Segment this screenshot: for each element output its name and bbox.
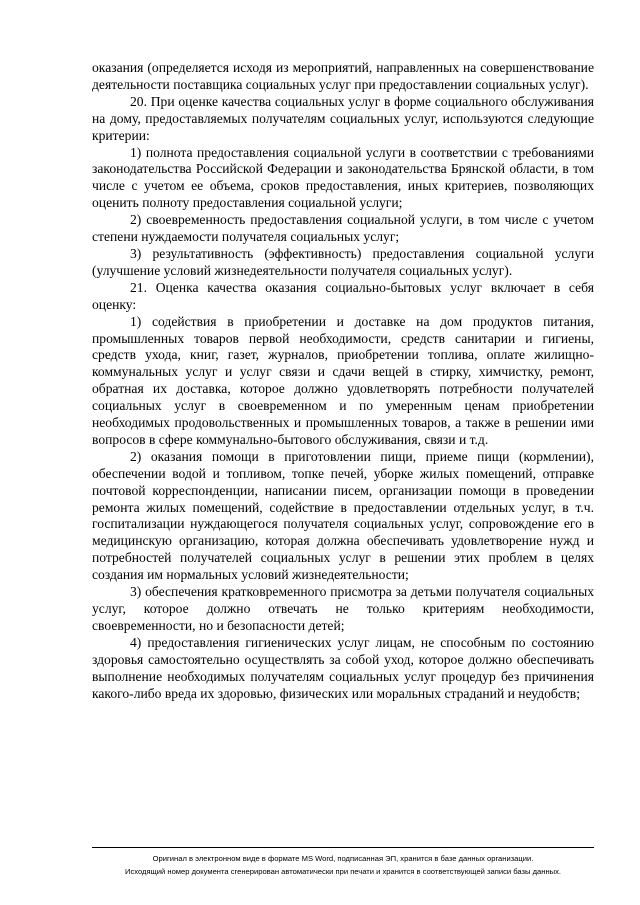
document-body	[92, 60, 594, 702]
paragraph-21-item-1: 1) содействия в приобретении и доставке на дом продуктов питания, промышленных товаров первой необходимости, средств санитарии и гигиены, средств ухода, книг, газет, журналов, приобретении топлива, оплате жилищно-коммунальных услуг и услуг связи и сдачи вещей в стирку, химчистку, ремонт, обратная их доставка, которое должно удовлетворять потребности получателей социальных услуг в своевременном и по умеренным ценам приобретении необходимых продовольственных и промышленных товаров, а также в решении ими вопросов в сфере коммунально-бытового обслуживания, связи и т.д.	[92, 313, 594, 447]
paragraph-21-item-2: 2) оказания помощи в приготовлении пищи, приеме пищи (кормлении), обеспечении водой и топливом, топке печей, уборке жилых помещений, отправке почтовой корреспонденции, написании писем, организации помощи в проведении ремонта жилых помещений, содействие в предоставлении отдельных услуг, в т.ч. госпитализации нуждающегося получателя социальных услуг, сопровождение его в медицинскую организацию, которая должна обеспечивать удовлетворение нужд и потребностей получателей социальных услуг в решении этих проблем в целях создания им нормальных условий жизнедеятельности;	[92, 448, 594, 583]
paragraph-21: 21. Оценка качества оказания социально-бытовых услуг включает в себя оценку:	[92, 279, 594, 312]
page-footer	[92, 847, 594, 878]
paragraph-21-item-3: 3) обеспечения кратковременного присмотра за детьми получателя социальных услуг, которое должно отвечать не только критериям необходимости, своевременности, но и безопасности детей;	[92, 584, 594, 633]
paragraph-20-item-1: 1) полнота предоставления социальной услуги в соответствии с требованиями законодательства Российской Федерации и законодательства Брянской области, в том числе с учетом ее объема, сроков предоставления, иных критериев, позволяющих оценить полноту предоставления социальной услуги;	[92, 144, 594, 211]
paragraph-20-item-2: 2) своевременность предоставления социальной услуги, в том числе с учетом степени нуждаемости получателя социальных услуг;	[92, 212, 594, 245]
footer-line-original: Оригинал в электронном виде в формате MS Word, подписанная ЭП, хранится в базе данных организации.	[152, 854, 534, 863]
paragraph-20: 20. При оценке качества социальных услуг в форме социального обслуживания на дому, предоставляемых получателям социальных услуг, используются следующие критерии:	[92, 93, 594, 143]
paragraph-20-item-3: 3) результативность (эффективность) предоставления социальной услуги (улучшение условий жизнедеятельности получателя социальных услуг).	[92, 245, 594, 278]
paragraph-21-item-4: 4) предоставления гигиенических услуг лицам, не способным по состоянию здоровья самостоятельно осуществлять за собой уход, которое должно обеспечивать выполнение необходимых получателям социальных услуг процедур без причинения какого-либо вреда их здоровью, физических или моральных страданий и неудобств;	[92, 634, 594, 701]
paragraph-continuation: оказания (определяется исходя из мероприятий, направленных на совершенствование деятельности поставщика социальных услуг при предоставлении социальных услуг).	[92, 60, 594, 92]
footer-line-number: Исходящий номер документа сгенерирован автоматически при печати и хранится в соответствующей записи базы данных.	[124, 867, 561, 876]
